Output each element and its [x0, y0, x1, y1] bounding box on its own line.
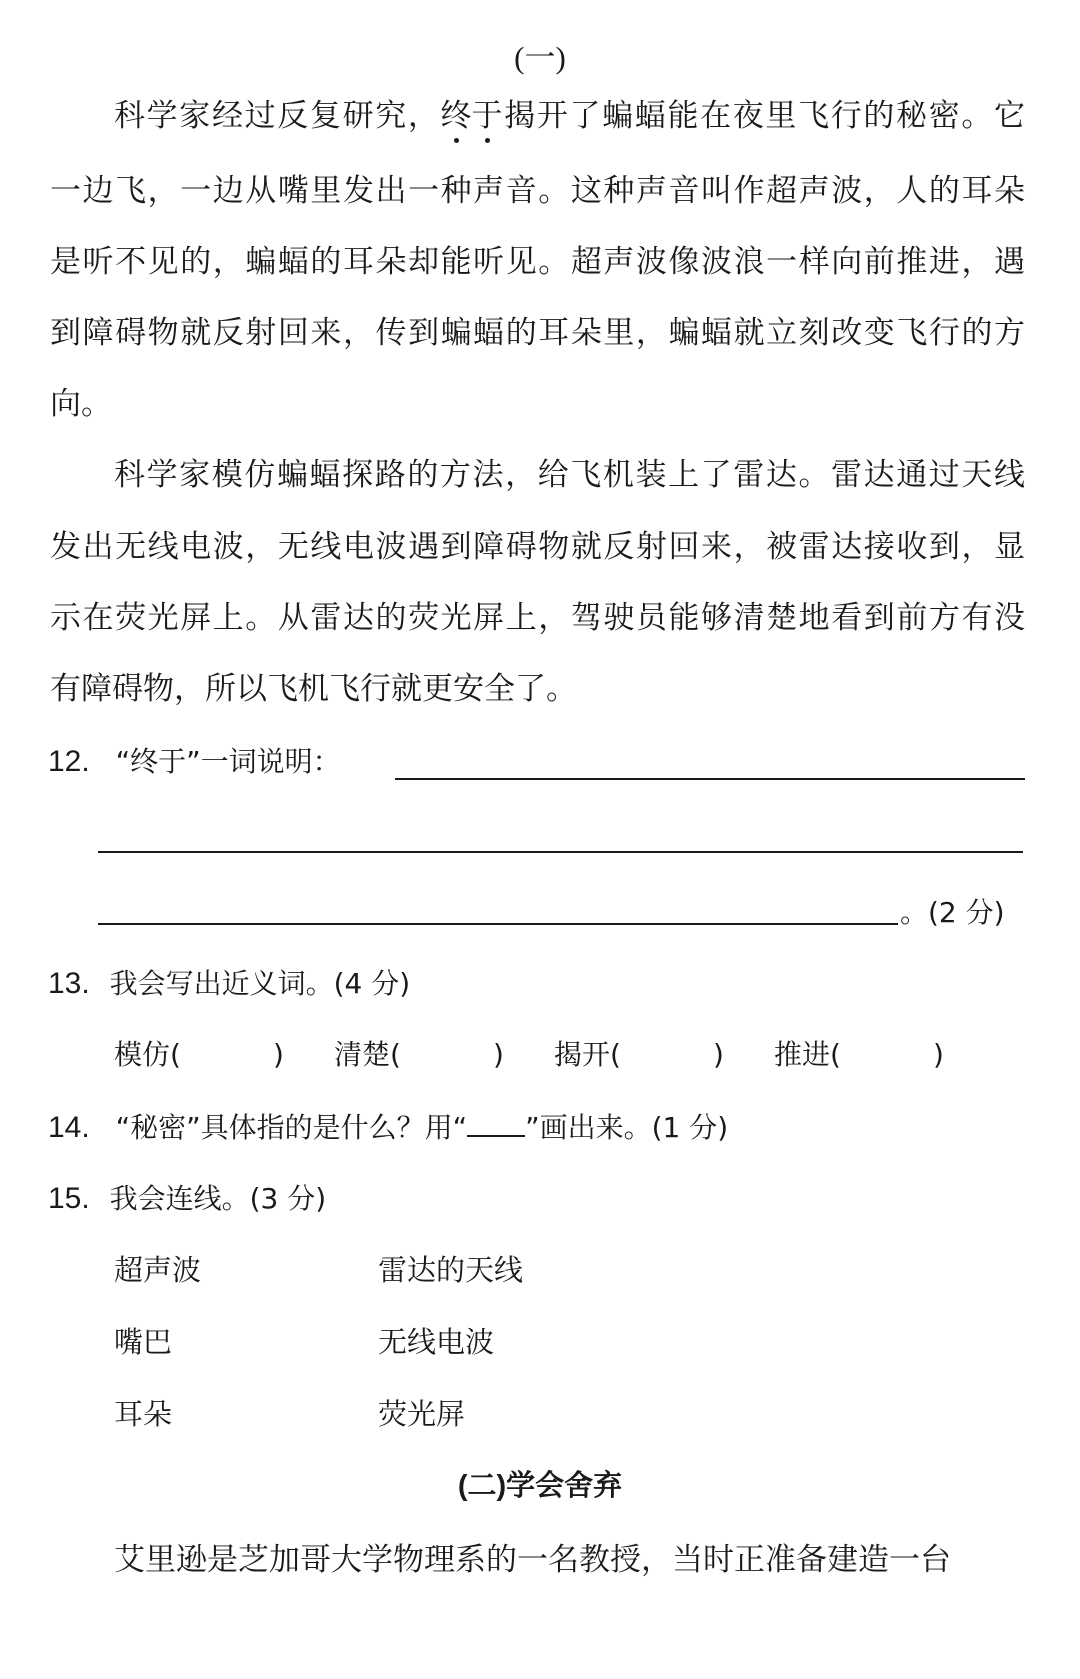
question-12	[48, 741, 341, 782]
passage-1-line-1	[114, 96, 1025, 136]
question-text: 我会写出近义词。(4 分)	[109, 967, 411, 1000]
question-text: 我会连线。(3 分)	[109, 1182, 327, 1215]
question-text: “终于”一词说明：	[115, 745, 341, 778]
match-right-item[interactable]: 荧光屏	[378, 1397, 466, 1431]
question-score: 。(2 分)	[900, 896, 1005, 929]
passage-2-line-3: 示在荧光屏上。从雷达的荧光屏上，驾驶员能够清楚地看到前方有没	[50, 600, 1025, 636]
synonym-item-4[interactable]	[774, 1035, 944, 1075]
passage-2-line-4: 有障碍物，所以飞机飞行就更安全了。	[50, 671, 577, 707]
synonym-word: 推进(	[774, 1038, 841, 1071]
question-15	[48, 1178, 326, 1219]
underline-sample	[467, 1109, 525, 1137]
bracket-close: )	[492, 1038, 504, 1071]
match-right-item[interactable]: 雷达的天线	[378, 1253, 524, 1287]
section-1-title: (一)	[514, 40, 566, 75]
emphasis-dot-char: 终	[440, 98, 472, 134]
passage-text: 科学家经过反复研究，	[114, 98, 441, 134]
match-left-item[interactable]: 超声波	[114, 1253, 202, 1287]
answer-line[interactable]	[98, 923, 898, 925]
bracket-close: )	[712, 1038, 724, 1071]
synonym-item-3[interactable]	[554, 1035, 724, 1075]
question-13	[48, 963, 410, 1004]
question-text: “秘密”具体指的是什么？用“	[115, 1111, 468, 1144]
answer-line[interactable]	[395, 778, 1025, 780]
passage-2-line-1: 科学家模仿蝙蝠探路的方法，给飞机装上了雷达。雷达通过天线	[114, 457, 1025, 493]
passage-1-line-5: 向。	[50, 386, 112, 422]
bracket-close: )	[932, 1038, 944, 1071]
synonym-item-1[interactable]	[114, 1035, 284, 1075]
question-number: 12.	[48, 745, 90, 778]
question-number: 15.	[48, 1182, 90, 1215]
match-left-item[interactable]: 耳朵	[114, 1397, 173, 1431]
question-number: 13.	[48, 967, 90, 1000]
passage-1-line-2: 一边飞，一边从嘴里发出一种声音。这种声音叫作超声波，人的耳朵	[50, 173, 1025, 209]
match-left-item[interactable]: 嘴巴	[114, 1325, 173, 1359]
passage-2-line-2: 发出无线电波，无线电波遇到障碍物就反射回来，被雷达接收到，显	[50, 529, 1025, 565]
passage-text: 揭开了蝙蝠能在夜里飞行的秘密。它	[502, 98, 1026, 134]
synonym-item-2[interactable]	[334, 1035, 504, 1075]
question-text: ”画出来。(1 分)	[525, 1111, 729, 1144]
synonym-word: 模仿(	[114, 1038, 181, 1071]
question-number: 14.	[48, 1111, 90, 1144]
answer-line[interactable]	[98, 851, 1023, 853]
passage-3-line-1: 艾里逊是芝加哥大学物理系的一名教授，当时正准备建造一台	[114, 1542, 951, 1578]
synonym-word: 揭开(	[554, 1038, 621, 1071]
synonym-word: 清楚(	[334, 1038, 401, 1071]
emphasis-dot-char: 于	[471, 98, 503, 134]
passage-1-line-4: 到障碍物就反射回来，传到蝙蝠的耳朵里，蝙蝠就立刻改变飞行的方	[50, 315, 1025, 351]
section-2-title: (二)学会舍弃	[457, 1470, 623, 1502]
question-14	[48, 1107, 728, 1148]
match-right-item[interactable]: 无线电波	[378, 1325, 495, 1359]
passage-1-line-3: 是听不见的，蝙蝠的耳朵却能听见。超声波像波浪一样向前推进，遇	[50, 244, 1025, 280]
bracket-close: )	[272, 1038, 284, 1071]
